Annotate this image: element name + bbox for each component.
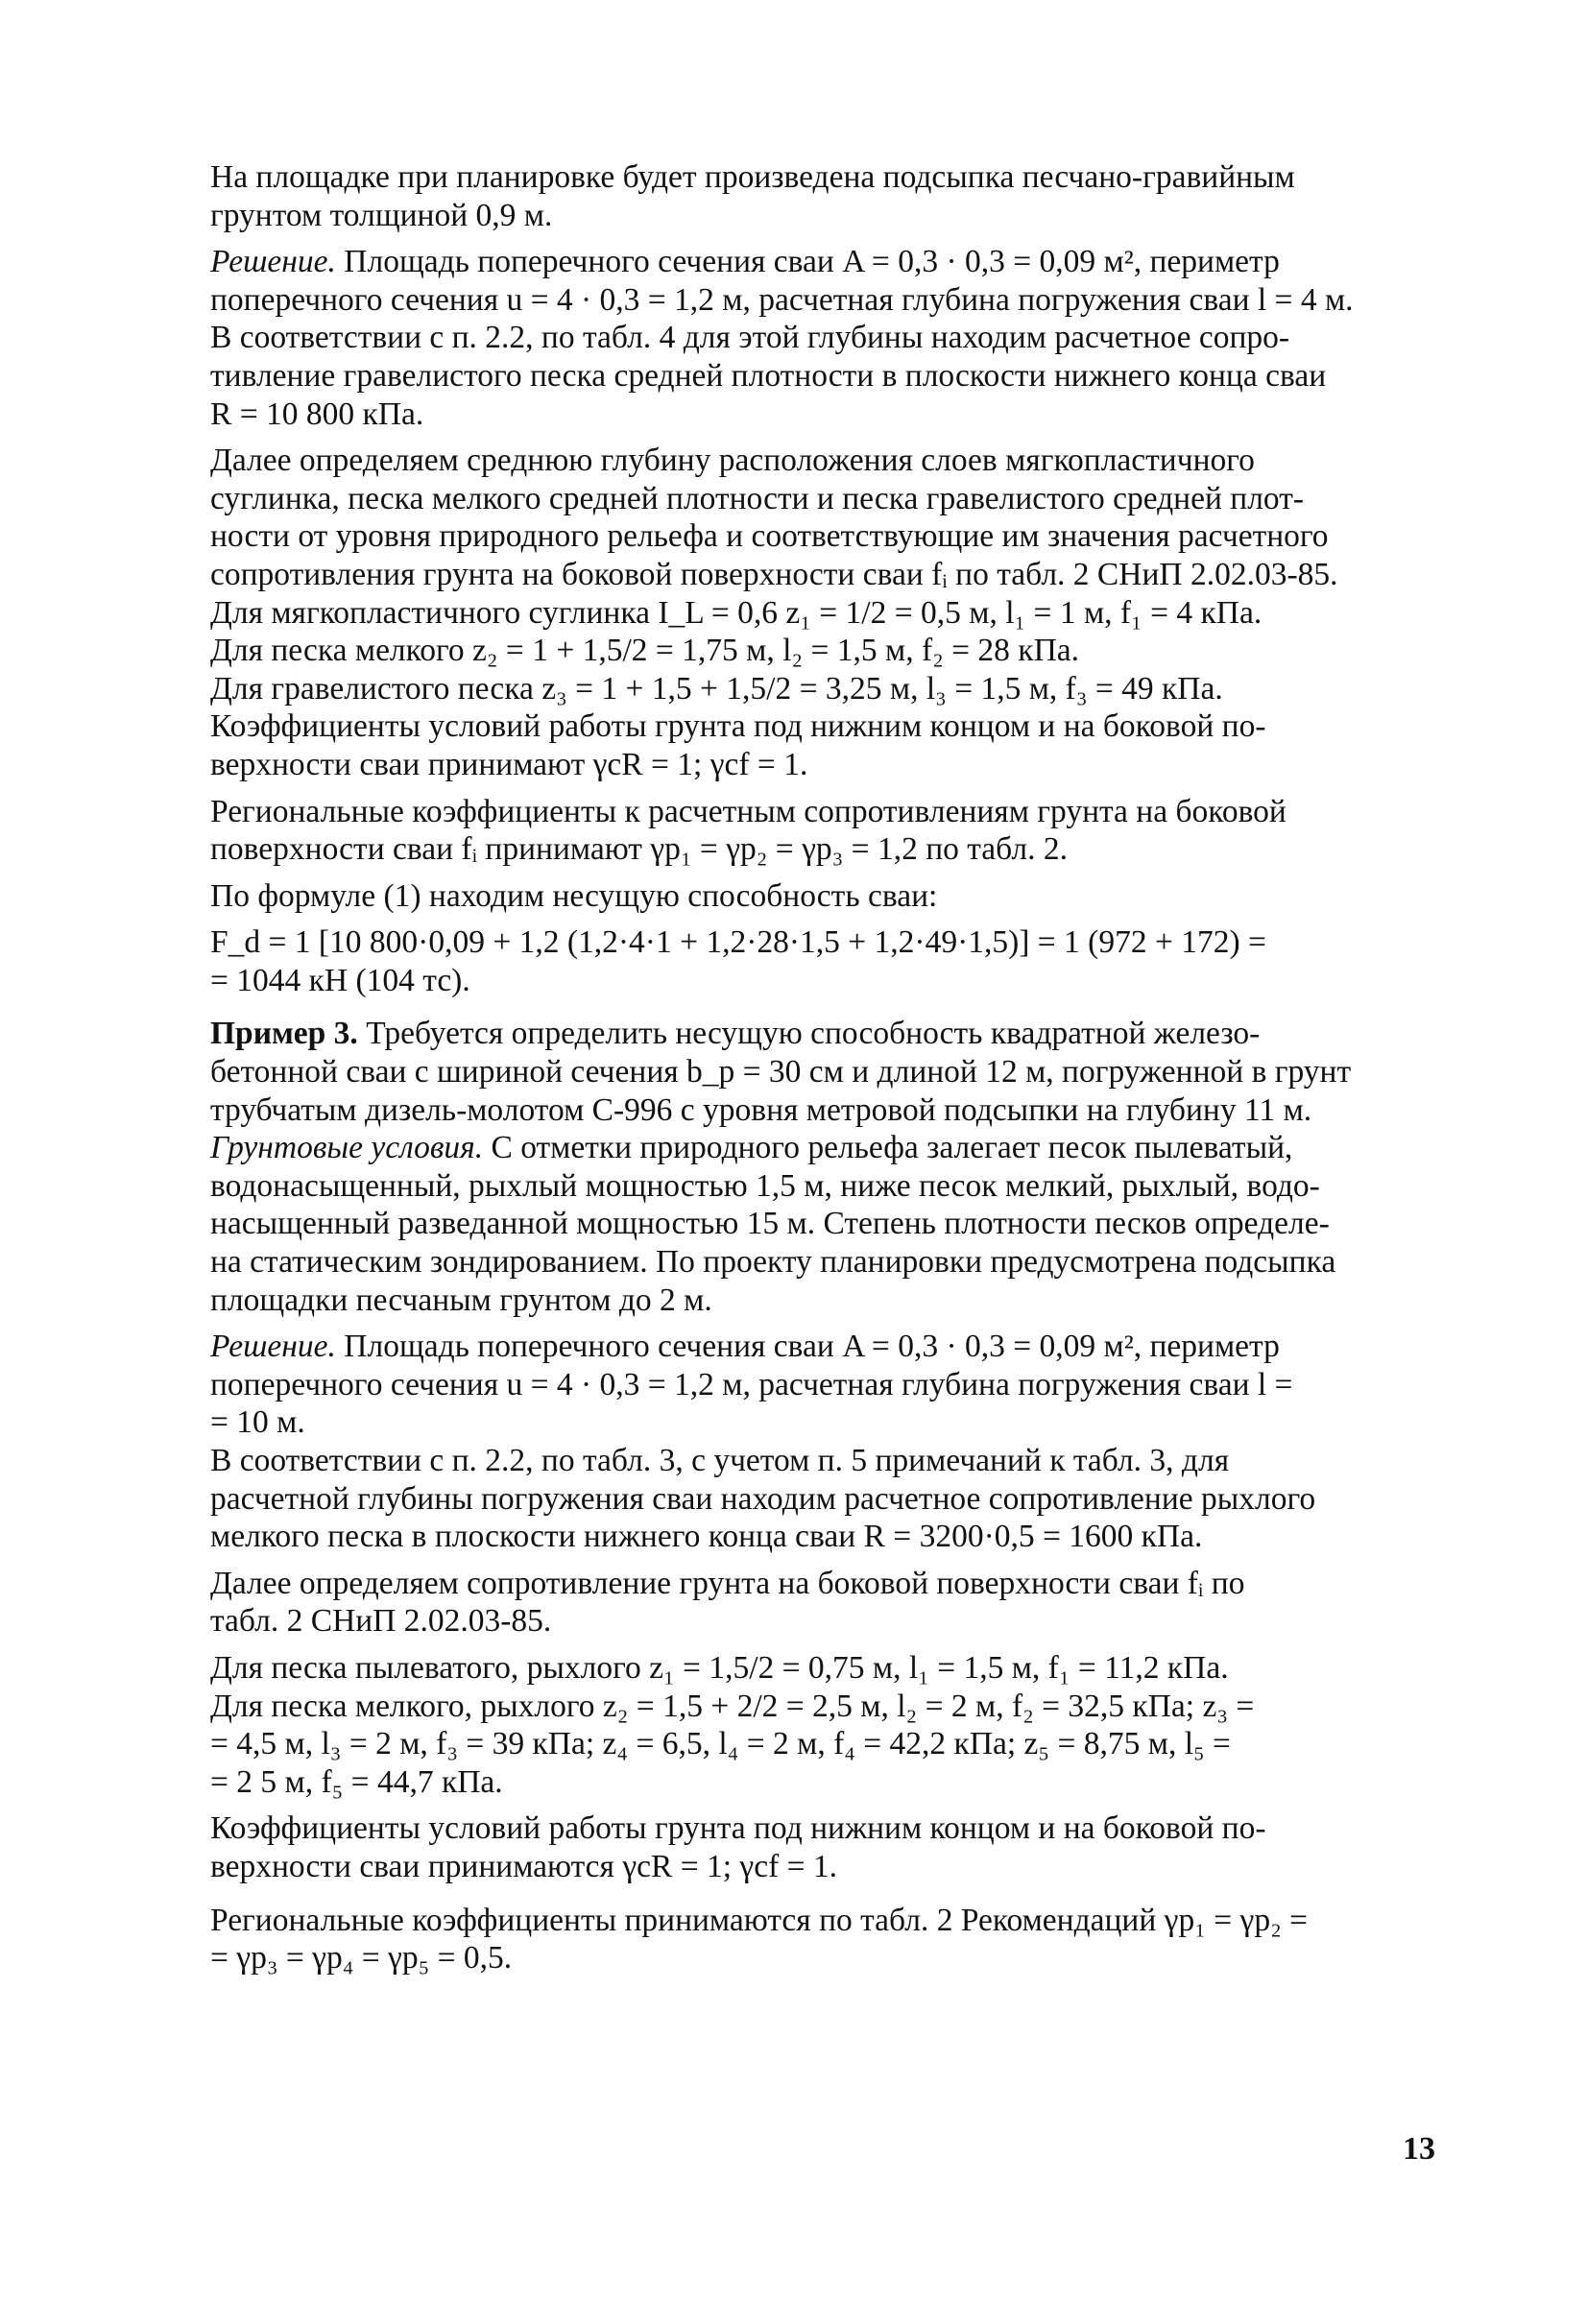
text-line: = 4,5 м, l₃ = 2 м, f₃ = 39 кПа; z₄ = 6,5, l₄ = 2 м, f₄ = 42,2 кПа; z₅ = 8,75 м, l₅ =	[210, 1726, 1231, 1762]
text-line: Коэффициенты условий работы грунта под нижним концом и на боковой по-	[210, 708, 1266, 745]
paragraph	[158, 594, 1435, 633]
paragraph	[158, 1902, 1435, 1977]
lead-term: Решение.	[210, 244, 336, 280]
page-body	[158, 158, 1435, 1977]
text-line: на статическим зондированием. По проекту планировки предусмотрена подсыпка	[210, 1244, 1336, 1281]
text-line: площадки песчаным грунтом до 2 м.	[210, 1282, 712, 1318]
text-line: В соответствии с п. 2.2, по табл. 3, с учетом п. 5 примечаний к табл. 3, для	[210, 1443, 1230, 1478]
text-line: расчетной глубины погружения сваи находим расчетное сопротивление рыхлого	[210, 1480, 1316, 1517]
text-line	[158, 1015, 1435, 1053]
paragraph	[158, 1809, 1435, 1885]
text-line: В соответствии с п. 2.2, по табл. 4 для этой глубины находим расчетное сопро-	[210, 320, 1290, 356]
text-line: тивление гравелистого песка средней плотности в плоскости нижнего конца сваи	[210, 357, 1327, 394]
text-line	[158, 1328, 1435, 1366]
text-line: Для песка пылеватого, рыхлого z₁ = 1,5/2 = 0,75 м, l₁ = 1,5 м, f₁ = 11,2 кПа.	[210, 1649, 1229, 1686]
text-line: Региональные коэффициенты к расчетным сопротивлениям грунта на боковой	[210, 793, 1286, 829]
text-line: Региональные коэффициенты принимаются по табл. 2 Рекомендаций γp₁ = γp₂ =	[210, 1902, 1309, 1938]
text-line: верхности сваи принимаются γcR = 1; γcf = 1.	[210, 1848, 838, 1884]
text-line: = 1044 кН (104 тс).	[210, 962, 470, 998]
text-line: Для песка мелкого, рыхлого z₂ = 1,5 + 2/2 = 2,5 м, l₂ = 2 м, f₂ = 32,5 кПа; z₃ =	[210, 1688, 1255, 1724]
text-line: поперечного сечения u = 4 · 0,3 = 1,2 м, расчетная глубина погружения сваи l =	[210, 1366, 1293, 1402]
paragraph	[158, 877, 1435, 916]
text-line: поверхности сваи fᵢ принимают γp₁ = γp₂ = γp₃ = 1,2 по табл. 2.	[210, 831, 1068, 868]
text-line: грунтом толщиной 0,9 м.	[210, 197, 553, 233]
text-line: насыщенный разведанной мощностью 15 м. Степень плотности песков определе-	[210, 1206, 1330, 1242]
lead-term: Грунтовые условия.	[210, 1130, 484, 1166]
text-line: Коэффициенты условий работы грунта под нижним концом и на боковой по-	[210, 1810, 1266, 1847]
paragraph	[158, 707, 1435, 783]
text-line: верхности сваи принимают γcR = 1; γcf = 1.	[210, 746, 808, 782]
text-line: По формуле (1) находим несущую способность сваи:	[210, 877, 938, 914]
paragraph	[158, 1649, 1435, 1688]
text-fragment: Площадь поперечного сечения сваи A = 0,3 · 0,3 = 0,09 м², периметр	[335, 1329, 1280, 1365]
text-line: Для гравелистого песка z₃ = 1 + 1,5 + 1,5/2 = 3,25 м, l₃ = 1,5 м, f₃ = 49 кПа.	[210, 670, 1223, 707]
text-line: R = 10 800 кПа.	[210, 395, 424, 432]
paragraph	[158, 1565, 1435, 1641]
formula	[158, 923, 1435, 999]
text-line: водонасыщенный, рыхлый мощностью 1,5 м, ниже песок мелкий, рыхлый, водо-	[210, 1167, 1320, 1204]
paragraph	[158, 442, 1435, 593]
text-line: Для песка мелкого z₂ = 1 + 1,5/2 = 1,75 м, l₂ = 1,5 м, f₂ = 28 кПа.	[210, 633, 1080, 669]
text-line: Для мягкопластичного суглинка I_L = 0,6 z₁ = 1/2 = 0,5 м, l₁ = 1 м, f₁ = 4 кПа.	[210, 594, 1262, 631]
text-fragment: Требуется определить несущую способность квадратной железо-	[357, 1016, 1261, 1052]
text-line: поперечного сечения u = 4 · 0,3 = 1,2 м, расчетная глубина погружения сваи l = 4 м.	[210, 281, 1354, 318]
paragraph	[158, 1688, 1435, 1802]
paragraph	[158, 243, 1435, 319]
text-line: сопротивления грунта на боковой поверхности сваи fᵢ по табл. 2 СНиП 2.02.03-85.	[210, 556, 1338, 592]
text-line	[158, 1129, 1435, 1167]
paragraph	[158, 1328, 1435, 1442]
paragraph	[158, 670, 1435, 708]
text-line: бетонной сваи с шириной сечения b_p = 30 см и длиной 12 м, погруженной в грунт	[210, 1054, 1352, 1090]
lead-term: Пример 3.	[210, 1016, 358, 1052]
text-line: табл. 2 СНиП 2.02.03-85.	[210, 1603, 552, 1640]
text-line: трубчатым дизель-молотом С-996 с уровня метровой подсыпки на глубину 11 м.	[210, 1091, 1312, 1128]
text-line: Далее определяем сопротивление грунта на боковой поверхности сваи fᵢ по	[210, 1565, 1245, 1601]
text-line: ности от уровня природного рельефа и соответствующие им значения расчетного	[210, 518, 1329, 555]
text-fragment: С отметки природного рельефа залегает песок пылеватый,	[483, 1130, 1293, 1166]
text-line: = 10 м.	[210, 1404, 305, 1441]
text-fragment: Площадь поперечного сечения сваи A = 0,3 · 0,3 = 0,09 м², периметр	[335, 244, 1280, 280]
text-line: мелкого песка в плоскости нижнего конца сваи R = 3200·0,5 = 1600 кПа.	[210, 1519, 1203, 1555]
paragraph	[158, 1442, 1435, 1556]
paragraph	[158, 632, 1435, 670]
lead-term: Решение.	[210, 1329, 336, 1365]
text-line: Далее определяем среднюю глубину расположения слоев мягкопластичного	[210, 443, 1255, 479]
text-line: суглинка, песка мелкого средней плотности и песка гравелистого средней плот-	[210, 480, 1305, 516]
text-line: F_d = 1 [10 800·0,09 + 1,2 (1,2·4·1 + 1,2·28·1,5 + 1,2·49·1,5)] = 1 (972 + 172) =	[210, 924, 1266, 961]
paragraph	[158, 319, 1435, 433]
text-line: = 2 5 м, f₅ = 44,7 кПа.	[210, 1763, 503, 1800]
paragraph	[158, 158, 1435, 234]
paragraph	[158, 1015, 1435, 1129]
paragraph	[158, 793, 1435, 869]
paragraph	[158, 1129, 1435, 1319]
text-line: = γp₃ = γp₄ = γp₅ = 0,5.	[210, 1940, 513, 1977]
text-line: На площадке при планировке будет произведена подсыпка песчано-гравийным	[210, 159, 1295, 195]
page-number: 13	[1403, 2131, 1435, 2167]
text-line	[158, 243, 1435, 281]
